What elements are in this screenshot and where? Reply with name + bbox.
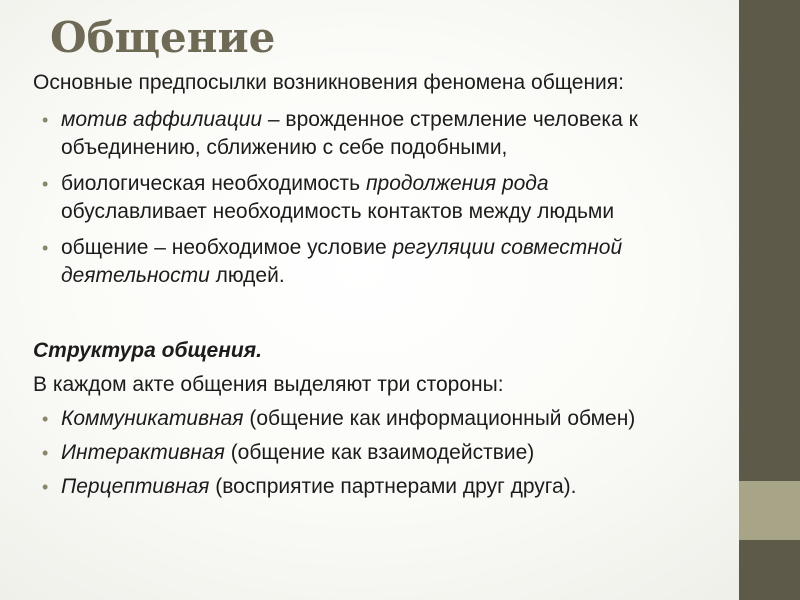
premise-text-continued: обуславливает необходимость контактов между людьми [61, 200, 615, 223]
side-item-communicative [33, 405, 748, 433]
side-term: Перцептивная [61, 475, 210, 498]
side-decoration-accent [739, 481, 800, 540]
premise-item-regulation [33, 234, 748, 290]
premise-text-continued: людей. [209, 264, 285, 287]
premise-text-continued: объединению, сближению с себе подобными, [61, 136, 508, 159]
side-description: (восприятие партнерами друг друга). [209, 475, 577, 498]
side-item-interactive [33, 439, 748, 467]
premise-term: регуляции совместной [392, 236, 623, 259]
slide-body [33, 69, 748, 501]
side-item-perceptive [33, 473, 748, 501]
side-description: (общение как информационный обмен) [243, 407, 636, 430]
premise-item-affiliation [33, 106, 748, 162]
premise-term-continued: деятельности [61, 264, 210, 287]
premise-term: мотив аффилиации [61, 108, 263, 131]
premise-text: – врожденное стремление человека к [262, 108, 638, 131]
side-term: Интерактивная [61, 441, 225, 464]
premise-term: продолжения рода [365, 172, 549, 195]
structure-heading: Структура общения. [33, 339, 262, 362]
premises-intro: Основные предпосылки возникновения феномена общения: [33, 71, 624, 94]
premise-item-biological [33, 170, 748, 226]
side-description: (общение как взаимодействие) [224, 441, 535, 464]
premise-text: биологическая необходимость [61, 172, 366, 195]
premise-text: общение – необходимое условие [61, 236, 393, 259]
side-term: Коммуникативная [61, 407, 244, 430]
structure-intro: В каждом акте общения выделяют три стороны: [33, 373, 504, 396]
slide-title: Общение [50, 13, 276, 62]
